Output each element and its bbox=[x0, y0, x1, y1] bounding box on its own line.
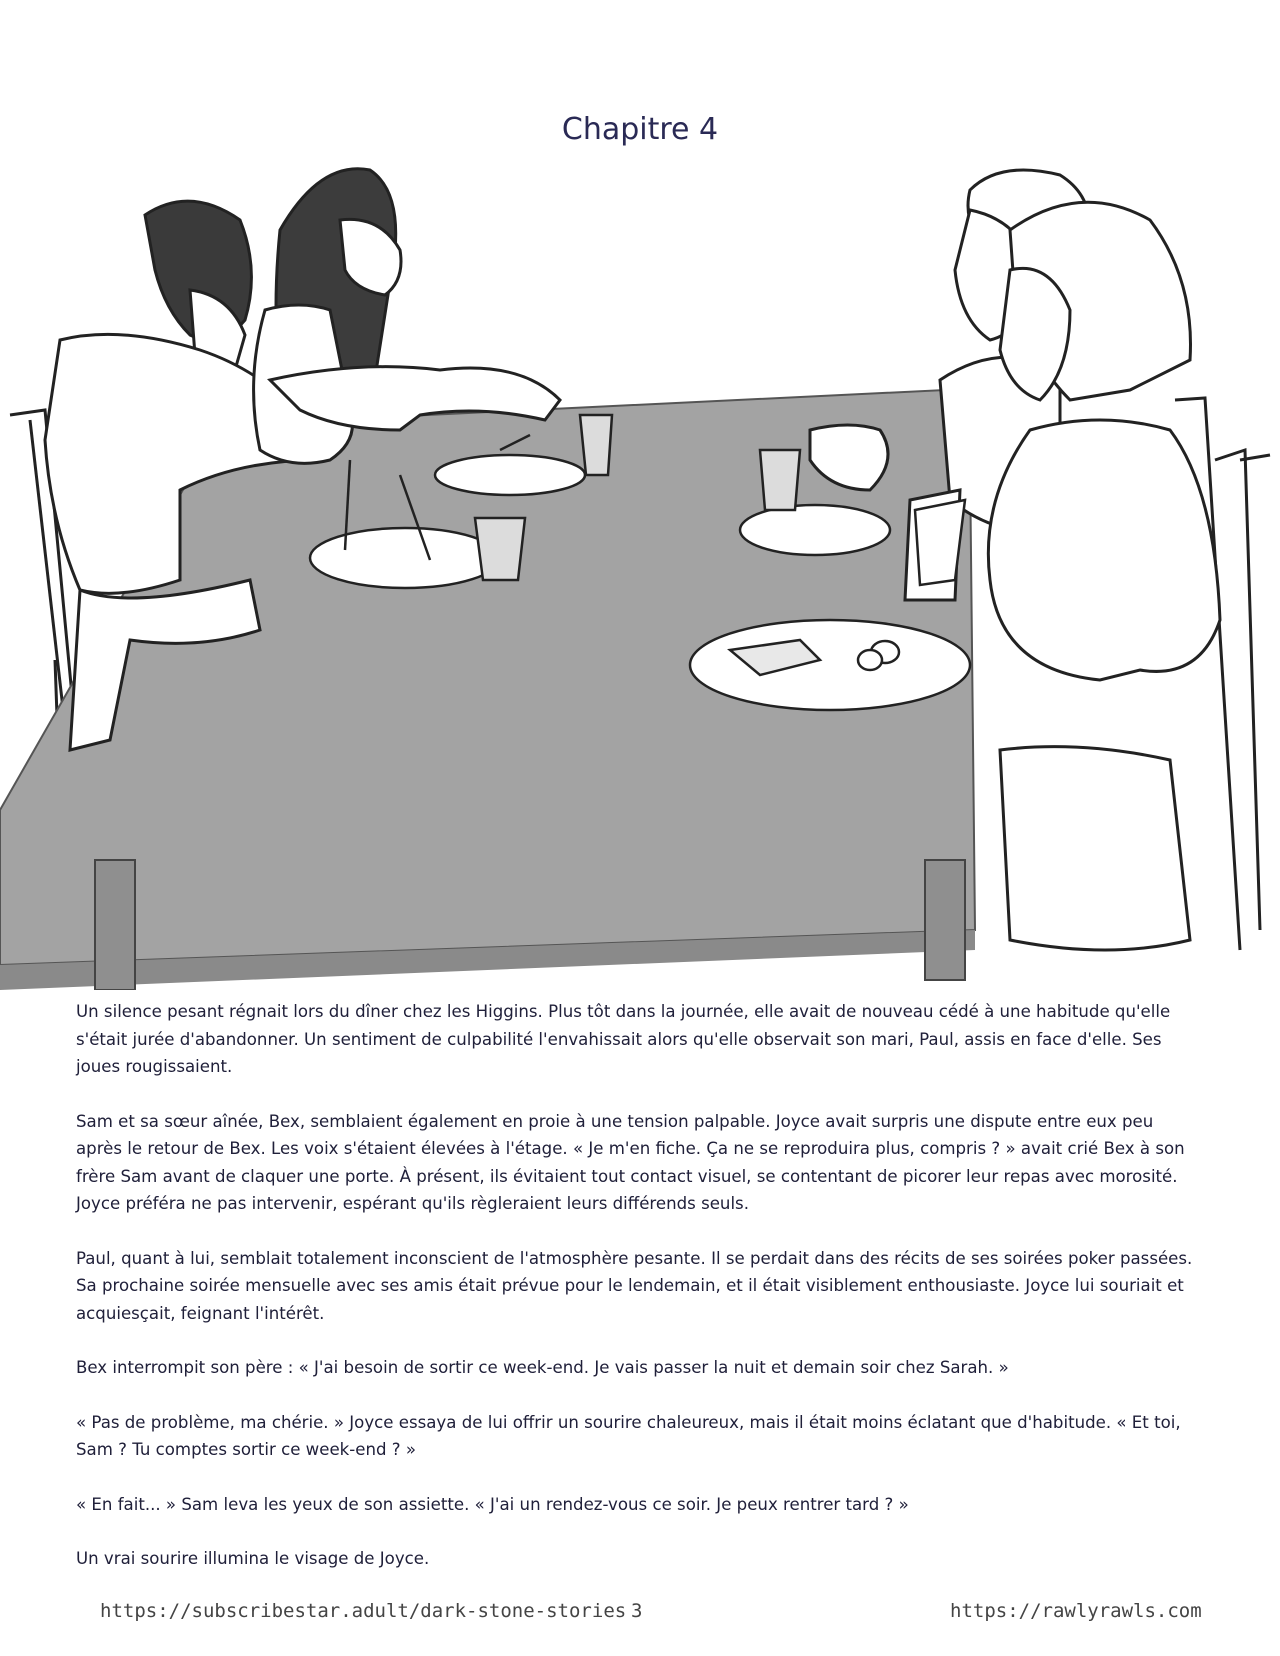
paragraph: « Pas de problème, ma chérie. » Joyce essaya de lui offrir un sourire chaleureux, mais il était moins éclatant que d'habitude. « Et toi, Sam ? Tu comptes sortir ce week-end ? » bbox=[76, 1412, 1181, 1459]
page-footer bbox=[0, 1600, 1280, 1630]
paragraph: Un vrai sourire illumina le visage de Joyce. bbox=[76, 1549, 430, 1568]
paragraph: « En fait... » Sam leva les yeux de son assiette. « J'ai un rendez-vous ce soir. Je peux rentrer tard ? » bbox=[76, 1494, 909, 1514]
author-website-link[interactable]: https://rawlyrawls.com bbox=[950, 1600, 1202, 1622]
paragraph: Bex interrompit son père : « J'ai besoin de sortir ce week-end. Je vais passer la nuit et demain soir chez Sarah. » bbox=[76, 1358, 1009, 1377]
story-text bbox=[76, 998, 1204, 1600]
table-leg-left bbox=[95, 860, 135, 990]
page-number: 3 bbox=[631, 1600, 643, 1622]
paragraph: Sam et sa sœur aînée, Bex, semblaient également en proie à une tension palpable. Joyce avait surpris une dispute entre eux peu après le retour de Bex. Les voix s'étaient élevées à l'étage. « Je m'en fiche. Ça ne se reproduira plus, compris ? » avait crié Bex à son frère Sam avant de claquer une porte. À présent, ils évitaient tout contact visuel, se contentant de picorer leur repas avec morosité. Joyce préféra ne pas intervenir, espérant qu'ils règleraient leurs différends seuls. bbox=[76, 1111, 1185, 1213]
paragraph: Un silence pesant régnait lors du dîner chez les Higgins. Plus tôt dans la journée, elle avait de nouveau cédé à une habitude qu'elle s'était jurée d'abandonner. Un sentiment de culpabilité l'envahissait alors qu'elle observait son mari, Paul, assis en face d'elle. Ses joues rougissaient. bbox=[76, 1002, 1171, 1076]
dinner-scene-illustration bbox=[0, 160, 1280, 990]
table-leg-right bbox=[925, 860, 965, 980]
chapter-title: Chapitre 4 bbox=[561, 112, 719, 147]
subscribestar-link[interactable]: https://subscribestar.adult/dark-stone-stories bbox=[100, 1600, 627, 1622]
paragraph: Paul, quant à lui, semblait totalement inconscient de l'atmosphère pesante. Il se perdait dans des récits de ses soirées poker passées. Sa prochaine soirée mensuelle avec ses amis était prévue pour le lendemain, et il était visiblement enthousiaste. Joyce lui souriait et acquiesçait, feignant l'intérêt. bbox=[76, 1248, 1193, 1323]
